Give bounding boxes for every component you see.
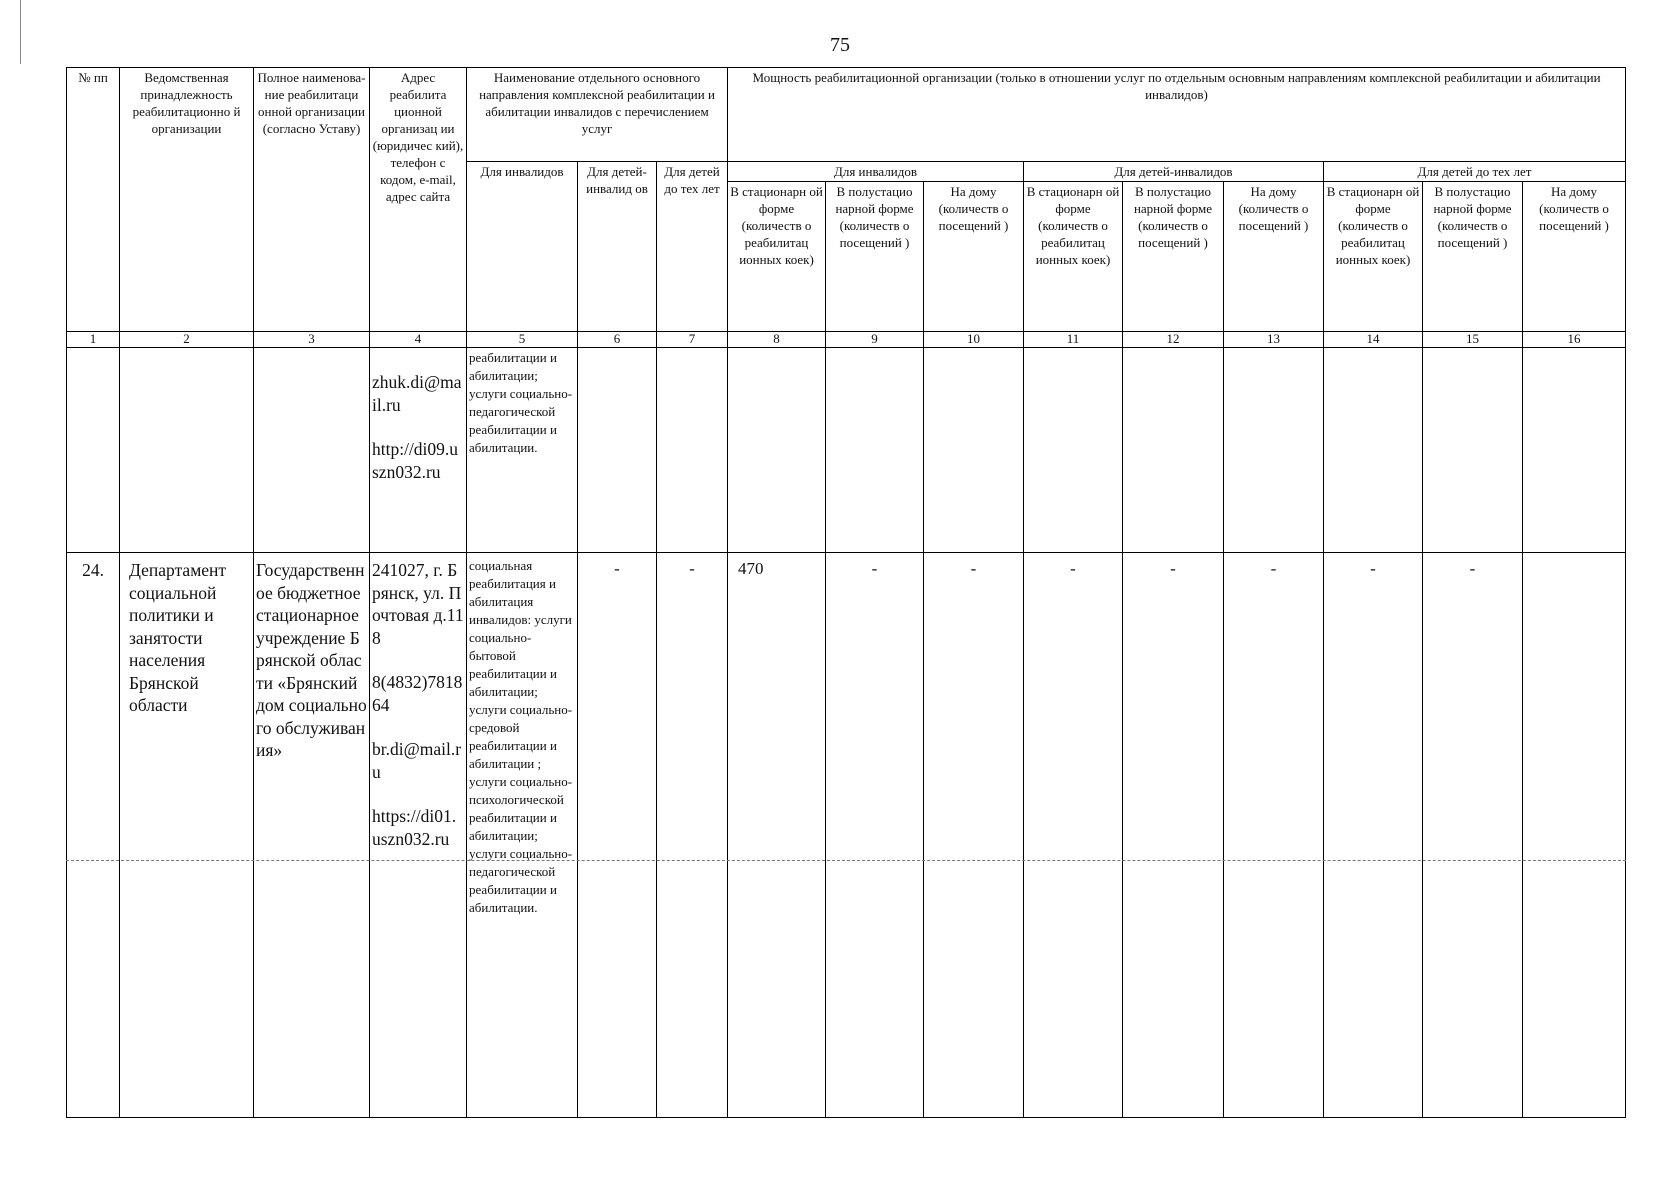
column-number: 3 <box>254 332 370 348</box>
header-semi-inpatient: В полустацио нарной форме (количеств о посещений ) <box>1423 182 1523 332</box>
header-semi-inpatient: В полустацио нарной форме (количеств о посещений ) <box>1123 182 1224 332</box>
header-department: Ведомственная принадлежность реабилитационно й организации <box>120 68 254 332</box>
header-inpatient: В стационарн ой форме (количеств о реабилитац ионных коек) <box>728 182 826 332</box>
row-address <box>370 553 467 1118</box>
row-value: - <box>578 553 657 1118</box>
row-value <box>1324 348 1423 553</box>
row-value <box>924 348 1024 553</box>
header-capacity-children-disabled: Для детей-инвалидов <box>1024 162 1324 182</box>
margin-rule <box>20 0 21 64</box>
column-number: 11 <box>1024 332 1123 348</box>
row-value <box>1523 348 1626 553</box>
row-value <box>1024 348 1123 553</box>
column-number: 8 <box>728 332 826 348</box>
row-value <box>1523 553 1626 1118</box>
column-number: 1 <box>67 332 120 348</box>
row-value: - <box>1123 553 1224 1118</box>
column-number: 2 <box>120 332 254 348</box>
column-number-row <box>67 332 1626 348</box>
column-number: 10 <box>924 332 1024 348</box>
row-value: - <box>1423 553 1523 1118</box>
row-value <box>578 348 657 553</box>
column-number: 5 <box>467 332 578 348</box>
row-value: - <box>1324 553 1423 1118</box>
row-services: реабилитации и абилитации; услуги социально-педагогической реабилитации и абилитации. <box>467 348 578 553</box>
header-at-home: На дому (количеств о посещений ) <box>1523 182 1626 332</box>
rehab-organizations-table <box>66 67 1626 1118</box>
header-services-children-until: Для детей до тех лет <box>657 162 728 332</box>
row-value: - <box>826 553 924 1118</box>
row-number: 24. <box>67 553 120 1118</box>
header-services-group: Наименование отдельного основного направления комплексной реабилитации и абилитации инвалидов с перечислением услуг <box>467 68 728 162</box>
postal-address: 241027, г. Брянск, ул. Почтовая д.118 <box>372 560 464 648</box>
header-services-children-disabled: Для детей-инвалид ов <box>578 162 657 332</box>
row-value <box>826 348 924 553</box>
email-link[interactable]: br.di@mail.ru <box>372 739 462 782</box>
row-value: - <box>657 553 728 1118</box>
email-link[interactable]: zhuk.di@mail.ru <box>372 372 462 415</box>
website-link[interactable]: http://di09.uszn032.ru <box>372 439 459 482</box>
row-value <box>1123 348 1224 553</box>
header-at-home: На дому (количеств о посещений ) <box>1224 182 1324 332</box>
column-number: 16 <box>1523 332 1626 348</box>
header-address: Адрес реабилита ционной организац ии (юридичес кий), телефон с кодом, e-mail, адрес сайта <box>370 68 467 332</box>
column-number: 9 <box>826 332 924 348</box>
row-value <box>1423 348 1523 553</box>
header-org-name: Полное наименова-ние реабилитаци онной организации (согласно Уставу) <box>254 68 370 332</box>
header-inpatient: В стационарн ой форме (количеств о реабилитац ионных коек) <box>1024 182 1123 332</box>
row-value <box>728 348 826 553</box>
column-number: 6 <box>578 332 657 348</box>
row-number <box>67 348 120 553</box>
table-row <box>67 348 1626 553</box>
row-value: 470 <box>728 553 826 1118</box>
header-semi-inpatient: В полустацио нарной форме (количеств о посещений ) <box>826 182 924 332</box>
row-value <box>657 348 728 553</box>
row-address <box>370 348 467 553</box>
phone-number: 8(4832)781864 <box>372 672 463 715</box>
header-capacity-disabled: Для инвалидов <box>728 162 1024 182</box>
row-services: социальная реабилитация и абилитация инвалидов: услуги социально-бытовой реабилитации и абилитации; услуги социально-средовой реабилитации и абилитации ; услуги социально-психологической реабилитации и абилитации; услуги социально-педагогической реабилитации и абилитации. <box>467 553 578 1118</box>
column-number: 14 <box>1324 332 1423 348</box>
website-link[interactable]: https://di01.uszn032.ru <box>372 806 457 849</box>
row-value <box>1224 348 1324 553</box>
column-number: 13 <box>1224 332 1324 348</box>
row-value: - <box>1024 553 1123 1118</box>
header-capacity-group: Мощность реабилитационной организации (только в отношении услуг по отдельным основным направлениям комплексной реабилитации и абилитации инвалидов) <box>728 68 1626 162</box>
row-value: - <box>924 553 1024 1118</box>
page-number: 75 <box>830 34 850 56</box>
header-at-home: На дому (количеств о посещений ) <box>924 182 1024 332</box>
row-department <box>120 348 254 553</box>
column-number: 15 <box>1423 332 1523 348</box>
row-department: Департамент социальной политики и занятости населения Брянской области <box>120 553 254 1118</box>
row-org-name: Государственное бюджетное стационарное учреждение Брянской области «Брянский дом социального обслуживания» <box>254 553 370 1118</box>
scan-artifact-line <box>66 860 1626 861</box>
column-number: 7 <box>657 332 728 348</box>
header-services-disabled: Для инвалидов <box>467 162 578 332</box>
table-row <box>67 553 1626 1118</box>
column-number: 4 <box>370 332 467 348</box>
column-number: 12 <box>1123 332 1224 348</box>
row-org-name <box>254 348 370 553</box>
header-inpatient: В стационарн ой форме (количеств о реабилитац ионных коек) <box>1324 182 1423 332</box>
header-capacity-children-until: Для детей до тех лет <box>1324 162 1626 182</box>
header-number: № пп <box>67 68 120 332</box>
row-value: - <box>1224 553 1324 1118</box>
